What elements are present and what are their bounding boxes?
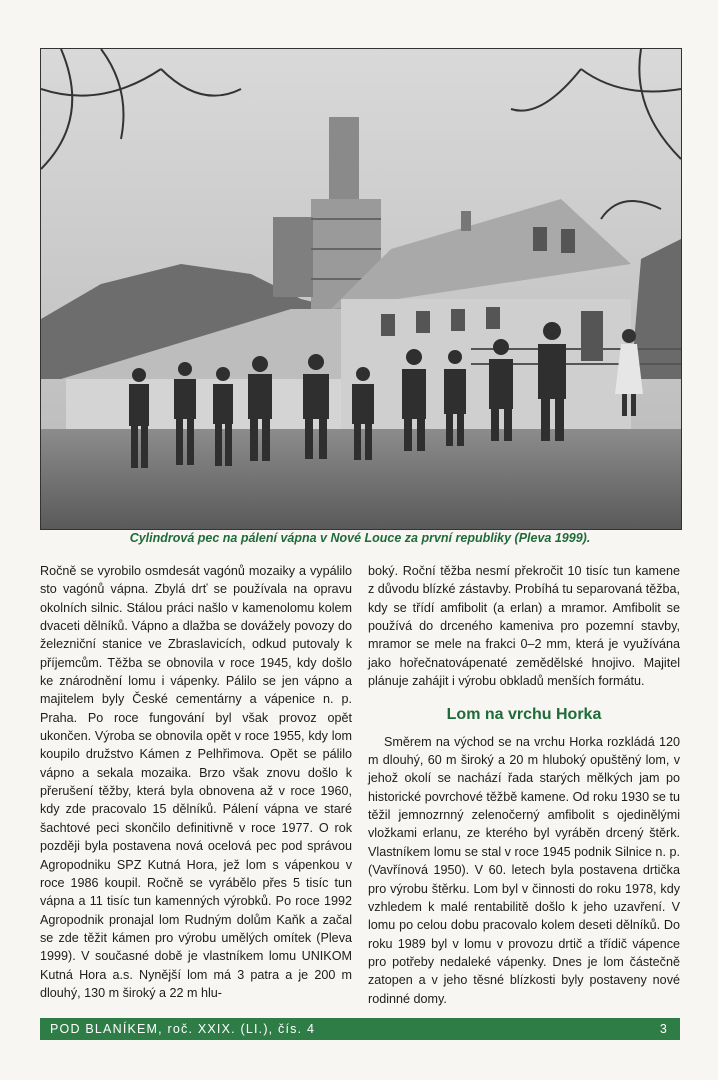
photo-caption: Cylindrová pec na pálení vápna v Nové Louce za první republiky (Pleva 1999).	[129, 531, 591, 545]
article-column-left	[40, 562, 352, 1002]
kiln-chimney	[329, 117, 359, 207]
lime-kiln-photo	[41, 49, 681, 529]
publication-info: POD BLANÍKEM, roč. XXIX. (LI.), čís. 4	[50, 1022, 316, 1036]
footer-bar	[40, 1018, 680, 1040]
page-number: 3	[659, 1022, 668, 1036]
article-paragraph: boký. Roční těžba nesmí překročit 10 tisíc tun kamene z důvodu blízké zástavby. Probíhá tu separovaná těžba, kdy se třídí amfibolit (a erlan) a mramor. Amfibolit se používá do drceného kameniva pro pozemní stavby, mramor se mele na frakci 0–2 mm, která je využívána jako hořečnatovápenaté zemědělské hnojivo. Majitel plánuje zahájit i výrobu obkladů menších formátu.	[368, 564, 681, 689]
section-heading: Lom na vrchu Horka	[446, 706, 602, 724]
article-paragraph: Směrem na východ se na vrchu Horka rozkládá 120 m dlouhý, 60 m široký a 20 m hluboký opuštěný lom, v jehož okolí se nachází řada starých mělkých jam po historické povrchové těžbě kamene. Od roku 1930 se tu těžil jemnozrnný zelenočerný amfibolit s ojedinělými vložkami erlanu, ze kterého byl vyráběn drcený štěrk. Vlastníkem lomu se stal v roce 1945 podnik Silnice n. p. (Vavřínová 1950). V 60. letech byla postavena drtička pro výrobu štěrku. Lom byl v činnosti do roku 1978, kdy vzhledem k malé rentabilitě došlo k jeho uzavření. V lomu po celou dobu pracovalo kolem deseti dělníků. Do roku 1989 byl v lomu v provozu drtič a třídič vápence pro potřeby nedaleké vápenky. Dnes je lom částečně zatopen a v jeho těsné blízkosti byly postaveny nové rodinné domy.	[368, 734, 680, 1006]
article-paragraph: Ročně se vyrobilo osmdesát vagónů mozaiky a vypálilo sto vagónů vápna. Zbylá drť se používala na opravu okolních silnic. Stálou práci našlo v kamenolomu kolem dvaceti dělníků. Vápno a dlažba se dovážely povozy do železniční stanice ve Zbraslavicích, odkud putovaly k příjemcům. Těžba se obnovila v roce 1945, kdy došlo ke znárodnění lomu i vápenky. Pálilo se jen vápno a majitelem byly České cementárny a vápenice n. p. Praha. Po roce fungování byl však provoz opět ukončen. Výroba se obnovila opět v roce 1955, kdy lom koupilo družstvo Kámen z Pelhřimova. Opět se pálilo vápno a sekala mozaika. Brzo však znovu došlo k přerušení těžby, která byla obnovena až v roce 1960, kdy zde pracovalo 15 dělníků. Pálení vápna ve staré šachtové peci skončilo definitivně v roce 1977. O rok později byla postavena nová ocelová pec pod správou Agropodniku SPZ Kutná Hora, jež lom s vápenkou v roce 1986 koupil. Ročně se vyrábělo přes 5 tisíc tun vápna a 11 tisíc tun kamenných výrobků. Po roce 1992 Agropodnik pronajal lom Rudným dolům Kaňk a začal se zde těžit kámen pro výrobu umělých omítek (Pleva 1999). V současné době je vlastníkem lomu UNIKOM Kutná Hora a.s. Nynější lom má 3 patra a je 200 m dlouhý, 130 m široký a 22 m hlu-	[40, 564, 352, 1000]
historic-photo	[40, 48, 682, 530]
article-column-right	[368, 562, 680, 1008]
